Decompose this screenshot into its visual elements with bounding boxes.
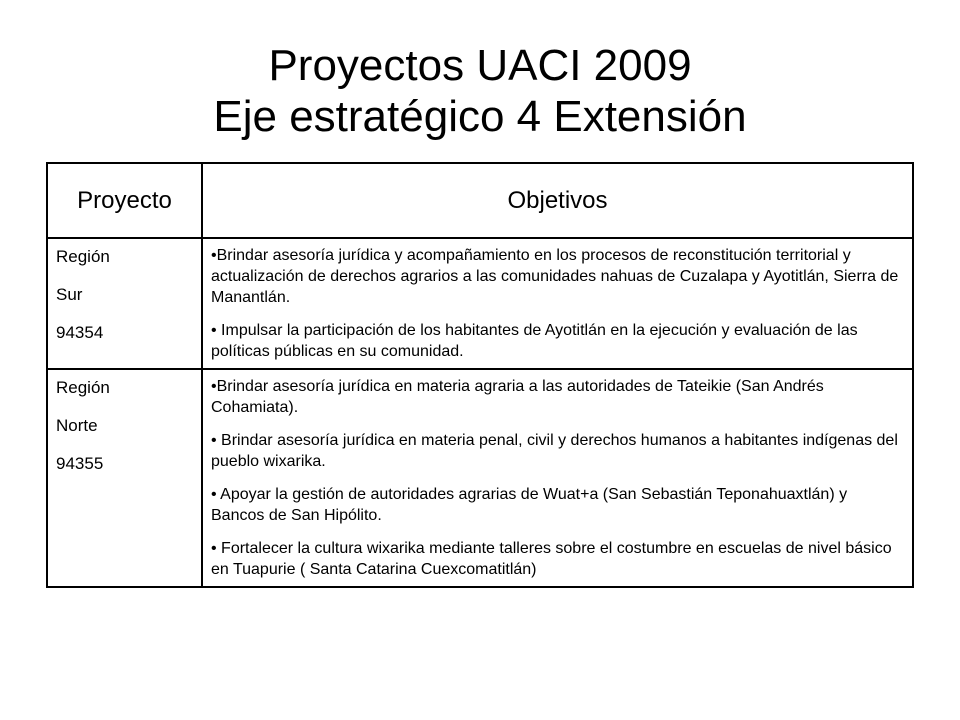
objectives-cell [202,369,913,587]
project-code: 94355 [56,454,104,473]
table-row [47,238,913,369]
projects-table [46,162,914,588]
project-zone: Norte [56,416,98,435]
project-cell [47,238,202,369]
table-header-row [47,163,913,238]
title-line-1: Proyectos UACI 2009 [268,41,692,90]
objective-item: •Brindar asesoría jurídica y acompañamiento en los procesos de reconstitución territorial y actualización de derechos agrarios a las comunidades nahuas de Cuzalapa y Ayotitlán, Sierra de Manantlán. [211,247,899,306]
objective-item: •Brindar asesoría jurídica en materia agraria a las autoridades de Tateikie (San Andrés Cohamiata). [211,378,824,416]
project-cell [47,369,202,587]
header-proyecto: Proyecto [47,163,202,238]
project-region: Región [56,247,110,266]
page-title [0,40,960,142]
objectives-cell [202,238,913,369]
title-line-2: Eje estratégico 4 Extensión [213,92,747,141]
objective-item: • Brindar asesoría jurídica en materia penal, civil y derechos humanos a habitantes indígenas del pueblo wixarika. [211,432,898,470]
header-objetivos: Objetivos [202,163,913,238]
table-row [47,369,913,587]
project-code: 94354 [56,323,104,342]
objective-item: • Apoyar la gestión de autoridades agrarias de Wuat+a (San Sebastián Teponahuaxtlán) y Bancos de San Hipólito. [211,486,848,524]
project-zone: Sur [56,285,83,304]
objective-item: • Fortalecer la cultura wixarika mediante talleres sobre el costumbre en escuelas de nivel básico en Tuapurie ( Santa Catarina Cuexcomatitlán) [211,540,892,578]
project-region: Región [56,378,110,397]
objective-item: • Impulsar la participación de los habitantes de Ayotitlán en la ejecución y evaluación de las políticas públicas en su comunidad. [211,322,858,360]
